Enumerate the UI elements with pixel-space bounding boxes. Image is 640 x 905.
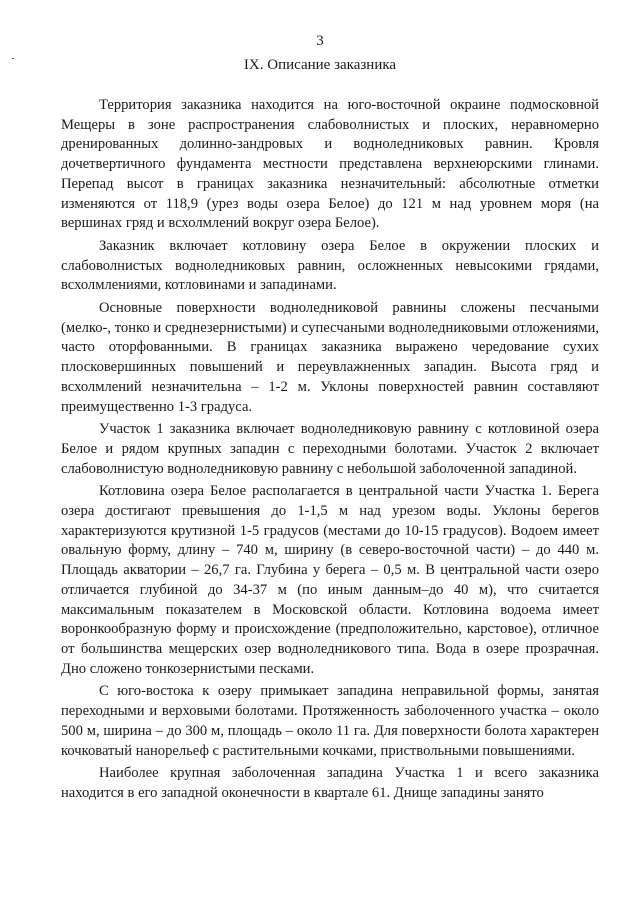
paragraph-territory: Территория заказника находится на юго-восточной окраине подмосковной Мещеры в зоне распространения слабоволнистых и плоских, неравномерно дренированных долинно-зандровых и водноледниковых равнин. Кровля дочетвертичного фундамента местности представлена верхнеюрскими глинами. Перепад высот в границах заказника незначительный: абсолютные отметки изменяются от 118,9 (урез воды озера Белое) до 121 м над уровнем моря (на вершинах гряд и всхолмлений вокруг озера Белое). <box>61 97 599 232</box>
paragraph-sections: Участок 1 заказника включает водноледниковую равнину с котловиной озера Белое и рядом крупных западин с переходными болотами. Участок 2 включает слабоволнистую водноледниковую равнину с небольшой заболоченной западиной. <box>61 421 599 477</box>
paragraph-reserve-includes: Заказник включает котловину озера Белое в окружении плоских и слабоволнистых водноледниковых равнин, осложненных невысокими грядами, всхолмлениями, котловинами и западинами. <box>61 237 599 294</box>
paragraph-largest-depression: Наиболее крупная заболоченная западина Участка 1 и всего заказника находится в его западной оконечности в квартале 61. Днище западины занято <box>61 765 599 801</box>
page-number: 3 <box>316 33 324 49</box>
body-text <box>61 96 599 807</box>
section-heading: IX. Описание заказника <box>243 57 397 73</box>
paragraph-lake-basin: Котловина озера Белое располагается в центральной части Участка 1. Берега озера достигают превышения до 1-1,5 м над урезом воды. Уклоны берегов характеризуются крутизной 1-5 градусов (местами до 10-15 градусов). Водоем имеет овальную форму, длину – 740 м, ширину (в северо-восточной части) – до 440 м. Площадь акватории – 26,7 га. Глубина у берега – 0,5 м. В центральной части озеро отличается глубиной до 34-37 м (по иным данным–до 40 м), что считается максимальным показателем в Московской области. Котловина водоема имеет воронкообразную форму и происхождение (предположительно, карстовое), отличное от большинства мещерских озер водноледникового типа. Вода в озере прозрачная. Дно сложено тонкозернистыми песками. <box>61 483 599 677</box>
paragraph-surfaces: Основные поверхности водноледниковой равнины сложены песчаными (мелко-, тонко и среднезернистыми) и супесчаными водноледниковыми отложениями, часто оторфованными. В границах заказника выражено чередование сухих плосковершинных повышений и переувлажненных западин. Высота гряд и всхолмлений незначительна – 1-2 м. Уклоны поверхностей равнин составляют преимущественно 1-3 градуса. <box>61 300 599 415</box>
paragraph-southeast-depression: С юго-востока к озеру примыкает западина неправильной формы, занятая переходными и верховыми болотами. Протяженность заболоченного участка – около 500 м, ширина – до 300 м, площадь – около 11 га. Для поверхности болота характерен кочковатый нанорельеф с растительными кочками, приствольными повышениями. <box>61 683 599 759</box>
